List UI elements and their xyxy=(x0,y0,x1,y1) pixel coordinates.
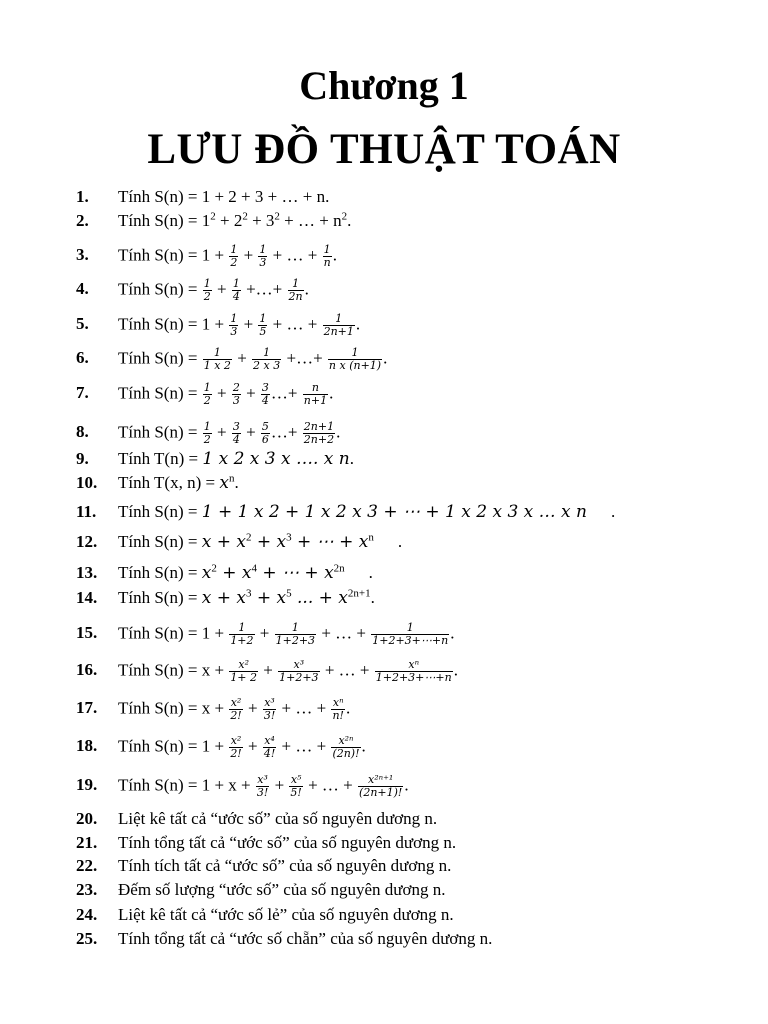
exercise-item xyxy=(0,653,768,687)
exercise-text xyxy=(118,735,366,760)
superscript: 2 xyxy=(274,210,280,223)
fraction-denominator: 4! xyxy=(263,747,276,760)
fraction xyxy=(203,278,212,303)
fraction xyxy=(203,382,212,407)
fraction-numerator: 1 xyxy=(292,277,300,290)
fraction-denominator: 1+2 xyxy=(230,634,254,647)
exercise-text xyxy=(118,808,437,830)
math-operator: + xyxy=(243,736,262,756)
exercise-lead: Tính S(n) = xyxy=(118,422,202,442)
exercise-text xyxy=(118,879,446,901)
exercise-number: 16. xyxy=(76,660,98,679)
math-expression: x + x xyxy=(201,532,246,552)
exercise-item xyxy=(0,273,768,305)
exercise-item xyxy=(0,186,768,208)
exercise-text xyxy=(118,531,402,553)
math-operator: + xyxy=(239,245,258,265)
trailing-period: . xyxy=(304,279,309,299)
exercise-item xyxy=(0,239,768,271)
exercise-lead: Tính S(n) = xyxy=(118,279,202,299)
fraction-numerator: 3 xyxy=(232,420,240,433)
fraction xyxy=(323,244,332,269)
trailing-period: . xyxy=(404,775,409,795)
exercise-number: 8. xyxy=(76,422,89,441)
math-operator: + x xyxy=(251,532,287,552)
fraction-denominator: n xyxy=(323,256,331,269)
exercise-lead: Tính T(x, n) = xyxy=(118,473,220,492)
fraction-denominator: 3 xyxy=(230,325,238,338)
exercise-item xyxy=(0,561,768,585)
fraction-denominator: 2 xyxy=(203,394,211,407)
fraction xyxy=(252,347,281,372)
exercise-number: 14. xyxy=(76,588,98,607)
exercise-lead: Tính S(n) = 1 + xyxy=(118,314,229,334)
fraction-numerator: 1 xyxy=(259,243,267,256)
exercise-text xyxy=(118,622,454,647)
math-operator: + xyxy=(212,279,231,299)
math-operator: + xyxy=(255,623,274,643)
exercise-text xyxy=(118,244,337,269)
fraction xyxy=(229,697,242,722)
exercise-item xyxy=(0,808,768,830)
fraction-numerator: 1 xyxy=(203,277,211,290)
exercise-lead: Tính S(n) = xyxy=(118,383,202,403)
fraction xyxy=(232,278,241,303)
fraction xyxy=(331,697,345,722)
math-expression: 1 x 2 x 3 x …. x n xyxy=(202,449,350,469)
exercise-item xyxy=(0,904,768,926)
math-operator: + … + xyxy=(303,775,358,795)
trailing-period: . xyxy=(361,736,366,756)
fraction xyxy=(323,313,355,338)
math-operator: + … + xyxy=(268,245,322,265)
fraction-numerator: 1 xyxy=(351,346,359,359)
exercise-number: 7. xyxy=(76,383,89,402)
math-operator: + … + n xyxy=(279,211,342,230)
exercise-lead: Tính S(n) = 1 + xyxy=(118,623,229,643)
exercise-text xyxy=(118,347,387,372)
fraction xyxy=(303,382,328,407)
exercise-item xyxy=(0,376,768,410)
fraction xyxy=(258,313,267,338)
superscript: 2 xyxy=(210,210,216,223)
fraction-denominator: 4 xyxy=(261,394,269,407)
fraction-numerator: 1 xyxy=(230,312,238,325)
exercise-number: 20. xyxy=(76,809,98,828)
exercise-item xyxy=(0,728,768,764)
math-expression: x + x xyxy=(201,588,246,608)
exercise-lead: Liệt kê tất cả “ước số lẻ” của số nguyên dương n. xyxy=(118,905,454,924)
math-operator: + x xyxy=(216,563,252,583)
exercise-item xyxy=(0,210,768,232)
math-operator: + xyxy=(232,348,252,368)
fraction-denominator: 2 xyxy=(203,290,211,303)
trailing-period: . xyxy=(345,698,351,718)
fraction xyxy=(303,421,335,446)
exercise-text xyxy=(118,904,454,926)
fraction-denominator: 2n+1 xyxy=(323,325,354,338)
trailing-period: . xyxy=(370,588,375,607)
exercise-item xyxy=(0,472,768,494)
superscript: 2 xyxy=(242,210,248,223)
fraction xyxy=(256,774,269,799)
exercise-lead: Liệt kê tất cả “ước số” của số nguyên dương n. xyxy=(118,809,438,828)
fraction-denominator: 3! xyxy=(256,786,269,799)
fraction-denominator: 3 xyxy=(259,256,267,269)
superscript: n xyxy=(228,472,235,485)
exercise-lead: Tính S(n) = xyxy=(118,588,202,607)
fraction-numerator: 1 xyxy=(335,312,343,325)
math-operator: + xyxy=(259,660,278,680)
fraction-denominator: n+1 xyxy=(303,394,328,407)
exercise-lead: Tính tổng tất cả “ước số chẵn” của số nguyên dương n. xyxy=(118,929,493,948)
fraction-denominator: 1+ 2 xyxy=(230,671,258,684)
trailing-period: . xyxy=(347,211,352,230)
fraction xyxy=(278,659,319,684)
exercise-item xyxy=(0,832,768,854)
fraction xyxy=(261,382,270,407)
exercise-number: 13. xyxy=(76,563,98,582)
fraction-denominator: 5 xyxy=(259,325,267,338)
fraction-denominator: 6 xyxy=(261,433,269,446)
exercise-number: 1. xyxy=(76,187,89,206)
exercise-text xyxy=(118,501,615,523)
exercise-lead: Tính S(n) = 1 + xyxy=(118,736,229,756)
exercise-number: 3. xyxy=(76,245,89,264)
fraction-denominator: 1 x 2 xyxy=(203,359,231,372)
math-operator: …+ xyxy=(270,383,302,403)
math-operator: + xyxy=(239,314,258,334)
exercise-text xyxy=(118,278,309,303)
exercise-text xyxy=(118,774,409,799)
fraction-numerator: x²ⁿ⁺¹ xyxy=(368,773,394,786)
fraction-numerator: xⁿ xyxy=(332,696,344,709)
exercise-number: 23. xyxy=(76,880,98,899)
superscript: 5 xyxy=(286,587,292,600)
fraction-numerator: x³ xyxy=(264,696,275,709)
math-operator: + ⋯ + x xyxy=(291,532,369,552)
fraction-denominator: 3 xyxy=(232,394,240,407)
trailing-period: . xyxy=(453,660,458,680)
superscript: n xyxy=(368,531,374,544)
fraction-denominator: 2n+2 xyxy=(303,433,335,446)
fraction-denominator: (2n)! xyxy=(332,747,360,760)
math-operator: ... + x xyxy=(291,588,348,608)
fraction xyxy=(275,622,316,647)
exercise-number: 11. xyxy=(76,502,97,521)
exercise-item xyxy=(0,448,768,470)
fraction-denominator: 2! xyxy=(230,747,242,760)
exercise-item xyxy=(0,530,768,554)
fraction-numerator: 1 xyxy=(259,312,267,325)
math-operator: +…+ xyxy=(241,279,287,299)
math-operator: + … + xyxy=(277,698,331,718)
trailing-period: . xyxy=(349,449,354,468)
trailing-period: . xyxy=(383,348,388,368)
exercise-lead: Tính S(n) = xyxy=(118,502,202,521)
fraction xyxy=(232,382,241,407)
fraction xyxy=(288,278,304,303)
fraction-denominator: 2 xyxy=(203,433,211,446)
fraction-denominator: 5! xyxy=(290,786,302,799)
exercise-lead: Tính S(n) = xyxy=(118,563,202,582)
exercise-lead: Tính T(n) = xyxy=(118,449,203,468)
fraction xyxy=(232,421,241,446)
trailing-period: . xyxy=(450,623,455,643)
superscript: 2n xyxy=(333,562,345,575)
fraction-denominator: 2 x 3 xyxy=(253,359,281,372)
fraction-numerator: 2 xyxy=(232,381,240,394)
fraction-denominator: 3! xyxy=(263,709,276,722)
exercise-item xyxy=(0,500,768,524)
fraction-numerator: 1 xyxy=(203,420,211,433)
exercise-lead: Tính S(n) = 1 xyxy=(118,211,211,230)
exercise-lead: Tính tổng tất cả “ước số” của số nguyên dương n. xyxy=(118,833,457,852)
exercise-lead: Tính S(n) = xyxy=(118,532,202,551)
fraction xyxy=(229,244,238,269)
fraction-denominator: (2n+1)! xyxy=(359,786,403,799)
trailing-period: . xyxy=(397,532,403,551)
fraction xyxy=(371,622,449,647)
exercise-lead: Tính S(n) = 1 + xyxy=(118,245,229,265)
trailing-period: . xyxy=(332,245,337,265)
exercise-item xyxy=(0,766,768,804)
math-operator: + x xyxy=(251,588,287,608)
exercise-number: 25. xyxy=(76,929,98,948)
fraction-denominator: 2! xyxy=(230,709,242,722)
exercise-number: 6. xyxy=(76,348,89,367)
fraction-denominator: 2n xyxy=(288,290,303,303)
exercise-text xyxy=(118,421,340,446)
fraction-denominator: 1+2+3 xyxy=(279,671,319,684)
math-operator: + xyxy=(270,775,289,795)
fraction-numerator: xⁿ xyxy=(408,658,420,671)
math-operator: + xyxy=(212,383,231,403)
exercise-lead: Tính S(n) = xyxy=(118,348,202,368)
exercise-number: 21. xyxy=(76,833,98,852)
fraction-numerator: 1 xyxy=(232,277,240,290)
fraction-numerator: n xyxy=(311,381,319,394)
fraction xyxy=(331,735,360,760)
fraction-numerator: x⁵ xyxy=(290,773,302,786)
fraction-numerator: 1 xyxy=(406,621,414,634)
exercise-item xyxy=(0,928,768,950)
exercise-lead: Tính S(n) = x + xyxy=(118,660,229,680)
fraction xyxy=(263,697,276,722)
fraction xyxy=(229,735,242,760)
superscript: 2 xyxy=(211,562,217,575)
trailing-period: . xyxy=(355,314,361,334)
fraction xyxy=(203,421,212,446)
exercise-item xyxy=(0,855,768,877)
exercise-text xyxy=(118,186,329,208)
exercise-number: 10. xyxy=(76,473,98,492)
fraction-numerator: 3 xyxy=(261,381,269,394)
superscript: 3 xyxy=(286,531,292,544)
superscript: 3 xyxy=(245,587,252,600)
fraction-numerator: 1 xyxy=(323,243,331,256)
chapter-title: LƯU ĐỒ THUẬT TOÁN xyxy=(147,126,621,173)
exercise-text xyxy=(118,382,333,407)
exercise-item xyxy=(0,690,768,726)
fraction xyxy=(261,421,270,446)
exercise-number: 19. xyxy=(76,775,98,794)
exercise-text xyxy=(118,855,451,877)
exercise-item xyxy=(0,586,768,610)
exercise-text xyxy=(118,472,239,494)
chapter-heading: Chương 1 xyxy=(299,63,469,108)
fraction-denominator: n! xyxy=(332,709,344,722)
math-operator: + xyxy=(241,422,260,442)
fraction-denominator: 4 xyxy=(232,433,240,446)
trailing-period: . xyxy=(611,502,616,521)
exercise-text xyxy=(118,659,458,684)
exercise-item xyxy=(0,415,768,449)
fraction-numerator: 5 xyxy=(261,420,269,433)
math-operator: + … + xyxy=(268,314,322,334)
superscript: 2 xyxy=(341,210,348,223)
exercise-number: 12. xyxy=(76,532,98,551)
exercise-lead: Đếm số lượng “ước số” của số nguyên dương n. xyxy=(118,880,446,899)
fraction xyxy=(375,659,453,684)
math-expression: 1 + 1 x 2 + 1 x 2 x 3 + ⋯ + 1 x 2 x 3 x … x n xyxy=(201,502,587,522)
exercise-number: 22. xyxy=(76,856,98,875)
exercise-text xyxy=(118,313,360,338)
fraction-denominator: 1+2+3+⋯+n xyxy=(375,671,452,684)
fraction-numerator: x⁴ xyxy=(264,734,275,747)
math-expression: x xyxy=(201,563,212,583)
exercise-item xyxy=(0,879,768,901)
fraction-denominator: n x (n+1) xyxy=(328,359,382,372)
exercise-number: 9. xyxy=(76,449,89,468)
exercise-number: 15. xyxy=(76,623,98,642)
exercise-text xyxy=(118,697,350,722)
exercise-text xyxy=(118,562,373,584)
fraction-denominator: 1+2+3+⋯+n xyxy=(372,634,449,647)
math-operator: + 2 xyxy=(215,211,243,230)
exercise-text xyxy=(118,832,456,854)
math-operator: +…+ xyxy=(282,348,327,368)
exercise-text xyxy=(118,587,375,609)
fraction xyxy=(203,347,232,372)
math-operator: + xyxy=(243,698,262,718)
exercise-number: 18. xyxy=(76,736,98,755)
math-operator: + … + xyxy=(277,736,331,756)
superscript: 2 xyxy=(245,531,252,544)
fraction-numerator: 1 xyxy=(213,346,221,359)
fraction-denominator: 4 xyxy=(232,290,240,303)
superscript: 4 xyxy=(251,562,257,575)
fraction-numerator: x² xyxy=(230,734,242,747)
fraction-numerator: 1 xyxy=(230,243,238,256)
fraction xyxy=(358,774,403,799)
math-operator: + … + xyxy=(317,623,371,643)
exercise-lead: Tính S(n) = 1 + 2 + 3 + … + n. xyxy=(118,187,330,206)
fraction xyxy=(229,659,258,684)
trailing-period: . xyxy=(368,563,373,582)
fraction-numerator: x³ xyxy=(293,658,305,671)
fraction-denominator: 2 xyxy=(230,256,238,269)
fraction xyxy=(258,244,267,269)
math-operator: + xyxy=(241,383,260,403)
exercise-number: 24. xyxy=(76,905,98,924)
superscript: 2n+1 xyxy=(347,587,371,600)
fraction-numerator: 1 xyxy=(263,346,271,359)
exercise-number: 17. xyxy=(76,698,98,717)
exercise-text xyxy=(118,210,351,232)
trailing-period: . xyxy=(329,383,334,403)
exercise-item xyxy=(0,341,768,375)
fraction-numerator: 1 xyxy=(203,381,211,394)
fraction-numerator: x²ⁿ xyxy=(338,734,354,747)
fraction xyxy=(328,347,382,372)
exercise-number: 5. xyxy=(76,314,89,333)
fraction-numerator: 1 xyxy=(238,621,246,634)
fraction-numerator: x² xyxy=(238,658,249,671)
fraction-numerator: x³ xyxy=(257,773,268,786)
math-operator: + ⋯ + x xyxy=(256,563,334,583)
fraction-denominator: 1+2+3 xyxy=(275,634,316,647)
fraction-numerator: x² xyxy=(230,696,242,709)
exercise-number: 2. xyxy=(76,211,89,230)
math-operator: …+ xyxy=(270,422,302,442)
exercise-lead: Tính S(n) = 1 + x + xyxy=(118,775,255,795)
exercise-lead: Tính tích tất cả “ước số” của số nguyên dương n. xyxy=(118,856,452,875)
math-expression: x xyxy=(219,473,229,493)
math-operator: + xyxy=(212,422,231,442)
fraction xyxy=(229,622,254,647)
exercise-text xyxy=(118,448,354,470)
exercise-item xyxy=(0,616,768,650)
exercise-number: 4. xyxy=(76,279,89,298)
math-operator: + … + xyxy=(320,660,374,680)
trailing-period: . xyxy=(336,422,341,442)
exercise-item xyxy=(0,308,768,340)
fraction xyxy=(263,735,276,760)
trailing-period: . xyxy=(234,473,239,492)
fraction xyxy=(289,774,302,799)
exercise-lead: Tính S(n) = x + xyxy=(118,698,229,718)
fraction-numerator: 2n+1 xyxy=(303,420,335,433)
fraction xyxy=(229,313,238,338)
fraction-numerator: 1 xyxy=(291,621,299,634)
exercise-text xyxy=(118,928,492,950)
math-operator: + 3 xyxy=(247,211,275,230)
